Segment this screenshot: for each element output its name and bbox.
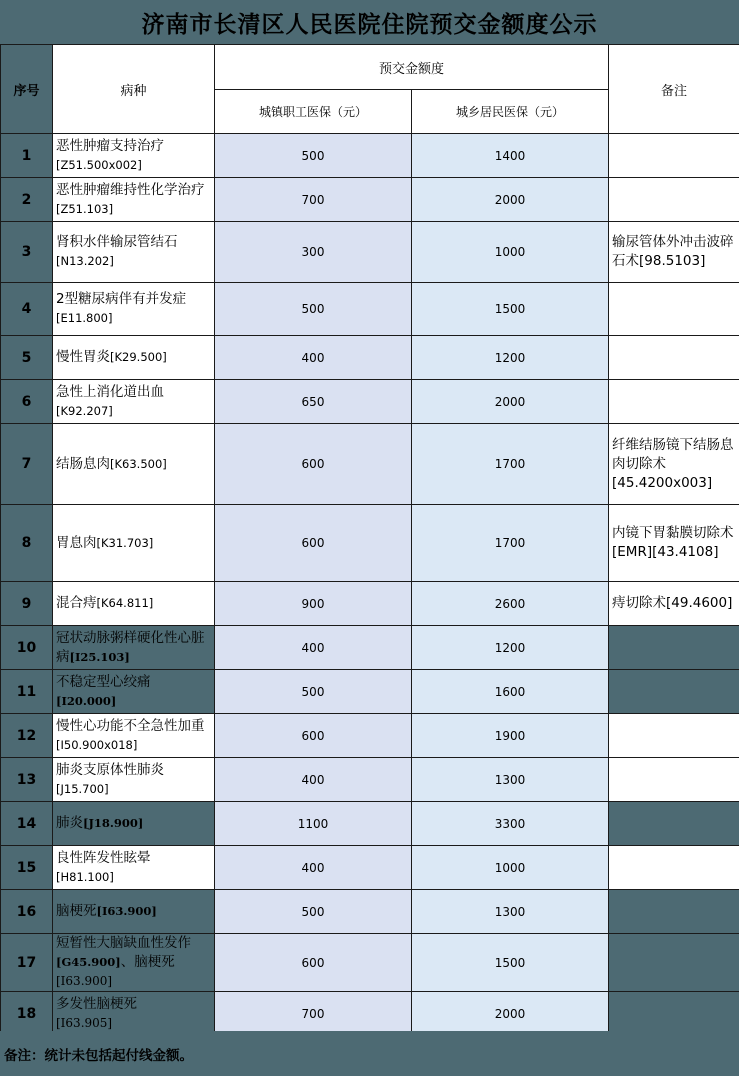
disease-name: 慢性心功能不全急性加重 [56,717,205,734]
disease-code: [K64.811] [96,596,154,610]
worker-amount: 700 [215,992,412,1036]
resident-amount: 1200 [412,336,609,380]
row-no: 17 [1,934,53,992]
worker-amount: 700 [215,178,412,222]
row-no: 18 [1,992,53,1036]
row-no: 9 [1,582,53,626]
resident-amount: 2600 [412,582,609,626]
row-no: 1 [1,134,53,178]
worker-amount: 500 [215,670,412,714]
table-row [1,890,739,934]
resident-amount: 1600 [412,670,609,714]
disease-code: [K92.207] [56,403,113,418]
disease-cell [53,424,215,505]
disease-cell [53,505,215,582]
resident-amount: 1900 [412,714,609,758]
disease-cell [53,670,215,714]
disease-cell [53,178,215,222]
disease-code: [E11.800] [56,311,113,325]
table-row [1,714,739,758]
row-no: 10 [1,626,53,670]
disease-code: [K63.500] [110,456,167,471]
worker-amount: 500 [215,890,412,934]
table-row [1,134,739,178]
header-urban-worker: 城镇职工医保（元） [215,90,412,134]
note-cell [609,758,739,802]
table-row [1,802,739,846]
row-no: 6 [1,380,53,424]
resident-amount: 3300 [412,802,609,846]
resident-amount: 1500 [412,283,609,336]
disease-name: 不稳定型心绞痛 [56,673,151,690]
disease-code: [I50.900x018] [56,737,138,752]
row-no: 13 [1,758,53,802]
disease-cell [53,934,215,992]
disease-code: [J18.900] [83,816,144,830]
resident-amount: 1000 [412,846,609,890]
table-row [1,336,739,380]
disease-name: 急性上消化道出血 [56,383,164,400]
disease-cell [53,846,215,890]
disease-name: 脑梗死 [56,903,97,919]
resident-amount: 1400 [412,134,609,178]
note-cell [609,846,739,890]
note-cell [609,283,739,336]
worker-amount: 900 [215,582,412,626]
disease-name: 恶性肿瘤维持性化学治疗 [56,181,205,198]
resident-amount: 1300 [412,758,609,802]
table-row [1,934,739,992]
disease-extra: 、脑梗死 [120,954,175,970]
disease-code: [G45.900] [56,955,121,969]
note-cell [609,802,739,846]
disease-cell [53,134,215,178]
resident-amount: 2000 [412,178,609,222]
note-cell [609,714,739,758]
worker-amount: 600 [215,714,412,758]
worker-amount: 1100 [215,802,412,846]
disease-name: 慢性胃炎 [56,349,110,365]
header-note: 备注 [609,45,739,134]
table-row [1,758,739,802]
disease-name: 肺炎 [56,815,83,831]
disease-code: [K31.703] [96,535,154,550]
note-cell [609,134,739,178]
row-no: 14 [1,802,53,846]
disease-name: 短暂性大脑缺血性发作 [56,935,191,951]
resident-amount: 1200 [412,626,609,670]
table-row [1,670,739,714]
prepayment-table [0,44,739,1036]
disease-code: [I63.905] [56,1015,113,1030]
disease-cell [53,222,215,283]
disease-code: [Z51.103] [56,201,114,216]
disease-name: 多发性脑梗死 [56,995,137,1012]
disease-cell [53,992,215,1036]
disease-code: [N13.202] [56,254,114,268]
table-row [1,283,739,336]
disease-cell [53,380,215,424]
resident-amount: 2000 [412,992,609,1036]
disease-code: [J15.700] [56,781,109,796]
disease-name: 肾积水伴输尿管结石 [56,234,178,250]
row-no: 4 [1,283,53,336]
worker-amount: 500 [215,283,412,336]
note-cell [609,336,739,380]
worker-amount: 500 [215,134,412,178]
worker-amount: 400 [215,626,412,670]
disease-name: 良性阵发性眩晕 [56,849,151,866]
disease-name: 肺炎支原体性肺炎 [56,761,164,778]
table-row [1,380,739,424]
note-cell: 输尿管体外冲击波碎石术[98.5103] [609,222,739,283]
row-no: 5 [1,336,53,380]
resident-amount: 2000 [412,380,609,424]
disease-name: 胃息肉 [56,534,97,551]
disease-cell [53,714,215,758]
disease-cell [53,582,215,626]
note-cell [609,380,739,424]
disease-code: [K29.500] [110,350,167,364]
note-cell [609,890,739,934]
disease-code: [H81.100] [56,869,114,884]
note-cell [609,626,739,670]
disease-code: [I20.000] [56,693,117,708]
note-cell [609,992,739,1036]
header-disease: 病种 [53,45,215,134]
note-cell: 内镜下胃黏膜切除术[EMR][43.4108] [609,505,739,582]
disease-name: 冠状动脉粥样硬化性心脏病 [56,629,205,665]
resident-amount: 1500 [412,934,609,992]
table-row [1,424,739,505]
disease-cell [53,758,215,802]
table-row [1,505,739,582]
row-no: 2 [1,178,53,222]
table-row [1,846,739,890]
worker-amount: 600 [215,505,412,582]
disease-code: [I63.900] [96,904,157,918]
disease-name: 恶性肿瘤支持治疗 [56,137,164,154]
resident-amount: 1300 [412,890,609,934]
worker-amount: 600 [215,424,412,505]
resident-amount: 1700 [412,424,609,505]
page-title: 济南市长清区人民医院住院预交金额度公示 [0,0,739,45]
note-cell [609,178,739,222]
disease-cell [53,890,215,934]
disease-cell [53,336,215,380]
resident-amount: 1000 [412,222,609,283]
row-no: 7 [1,424,53,505]
note-cell [609,670,739,714]
note-cell: 痔切除术[49.4600] [609,582,739,626]
table-row [1,222,739,283]
disease-code: [I25.103] [69,649,130,664]
header-urban-rural: 城乡居民医保（元） [412,90,609,134]
worker-amount: 400 [215,846,412,890]
row-no: 12 [1,714,53,758]
worker-amount: 650 [215,380,412,424]
note-cell [609,934,739,992]
row-no: 15 [1,846,53,890]
disease-code-2: [I63.900] [56,974,113,988]
table-row [1,582,739,626]
table-row [1,178,739,222]
row-no: 8 [1,505,53,582]
header-no: 序号 [1,45,53,134]
worker-amount: 300 [215,222,412,283]
worker-amount: 600 [215,934,412,992]
disease-code: [Z51.500x002] [56,157,142,172]
disease-cell [53,283,215,336]
disease-name: 结肠息肉 [56,455,110,472]
disease-name: 2型糖尿病伴有并发症 [56,291,187,307]
footer-note: 备注：统计未包括起付线金额。 [0,1031,739,1076]
worker-amount: 400 [215,758,412,802]
row-no: 16 [1,890,53,934]
row-no: 3 [1,222,53,283]
worker-amount: 400 [215,336,412,380]
table-row [1,626,739,670]
disease-cell [53,626,215,670]
table-row [1,992,739,1036]
resident-amount: 1700 [412,505,609,582]
disease-name: 混合痔 [56,595,97,611]
header-prepay: 预交金额度 [215,45,609,90]
row-no: 11 [1,670,53,714]
note-cell: 纤维结肠镜下结肠息肉切除术[45.4200x003] [609,424,739,505]
disease-cell [53,802,215,846]
